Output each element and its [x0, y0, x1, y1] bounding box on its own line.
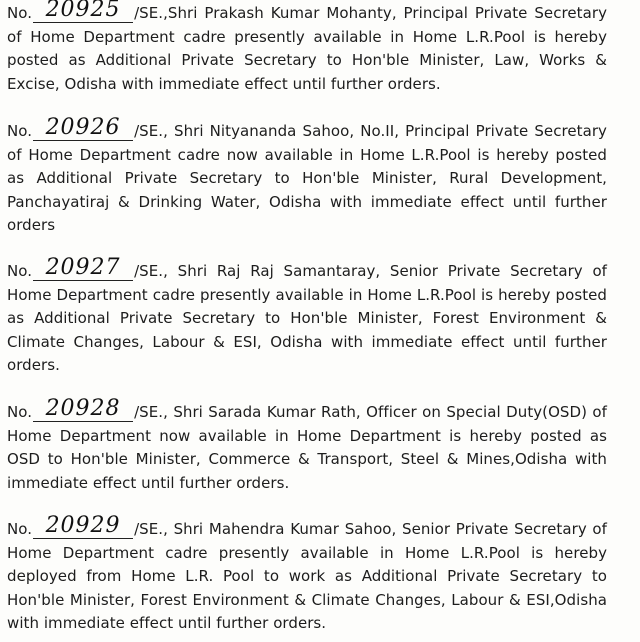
order-prefix: No. [7, 4, 33, 22]
order-number-blank [33, 513, 133, 539]
order-paragraph [7, 396, 607, 495]
order-paragraph [7, 513, 607, 636]
order-prefix: No. [7, 520, 33, 538]
order-prefix: No. [7, 403, 33, 421]
order-text: /SE., Shri Mahendra Kumar Sahoo, Senior Private Secretary of Home Department cadre presently available in Home L.R.Pool is hereby deployed from Home L.R. Pool to work as Additional Private Secretary to Hon'ble Minister, Forest Environment & Climate Changes, Labour & ESI,Odisha with immediate effect until further orders. [7, 520, 607, 632]
order-paragraph [7, 255, 607, 378]
order-prefix: No. [7, 122, 33, 140]
handwritten-order-number: 20925 [45, 0, 121, 22]
order-text: /SE., Shri Nityananda Sahoo, No.II, Principal Private Secretary of Home Department cadre now available in Home L.R.Pool is hereby posted as Additional Private Secretary to Hon'ble Minister, Rural Development, Panchayatiraj & Drinking Water, Odisha with immediate effect until further orders [7, 122, 607, 234]
order-prefix: No. [7, 262, 33, 280]
order-paragraph [7, 115, 607, 238]
order-text: /SE.,Shri Prakash Kumar Mohanty, Principal Private Secretary of Home Department cadre presently available in Home L.R.Pool is hereby posted as Additional Private Secretary to Hon'ble Minister, Law, Works & Excise, Odisha with immediate effect until further orders. [7, 4, 607, 93]
handwritten-order-number: 20927 [45, 255, 121, 280]
order-text: /SE., Shri Raj Raj Samantaray, Senior Private Secretary of Home Department cadre presently available in Home L.R.Pool is hereby posted as Additional Private Secretary to Hon'ble Minister, Forest Environment & Climate Changes, Labour & ESI, Odisha with immediate effect until further orders. [7, 262, 607, 374]
order-number-blank [33, 255, 133, 281]
handwritten-order-number: 20926 [45, 115, 121, 140]
order-number-blank [33, 115, 133, 141]
handwritten-order-number: 20928 [45, 396, 121, 421]
handwritten-order-number: 20929 [45, 513, 121, 538]
order-number-blank [33, 396, 133, 422]
order-number-blank [33, 0, 133, 23]
order-paragraph [7, 2, 607, 96]
order-text: /SE., Shri Sarada Kumar Rath, Officer on Special Duty(OSD) of Home Department now available in Home Department is hereby posted as OSD to Hon'ble Minister, Commerce & Transport, Steel & Mines,Odisha with immediate effect until further orders. [7, 403, 607, 492]
